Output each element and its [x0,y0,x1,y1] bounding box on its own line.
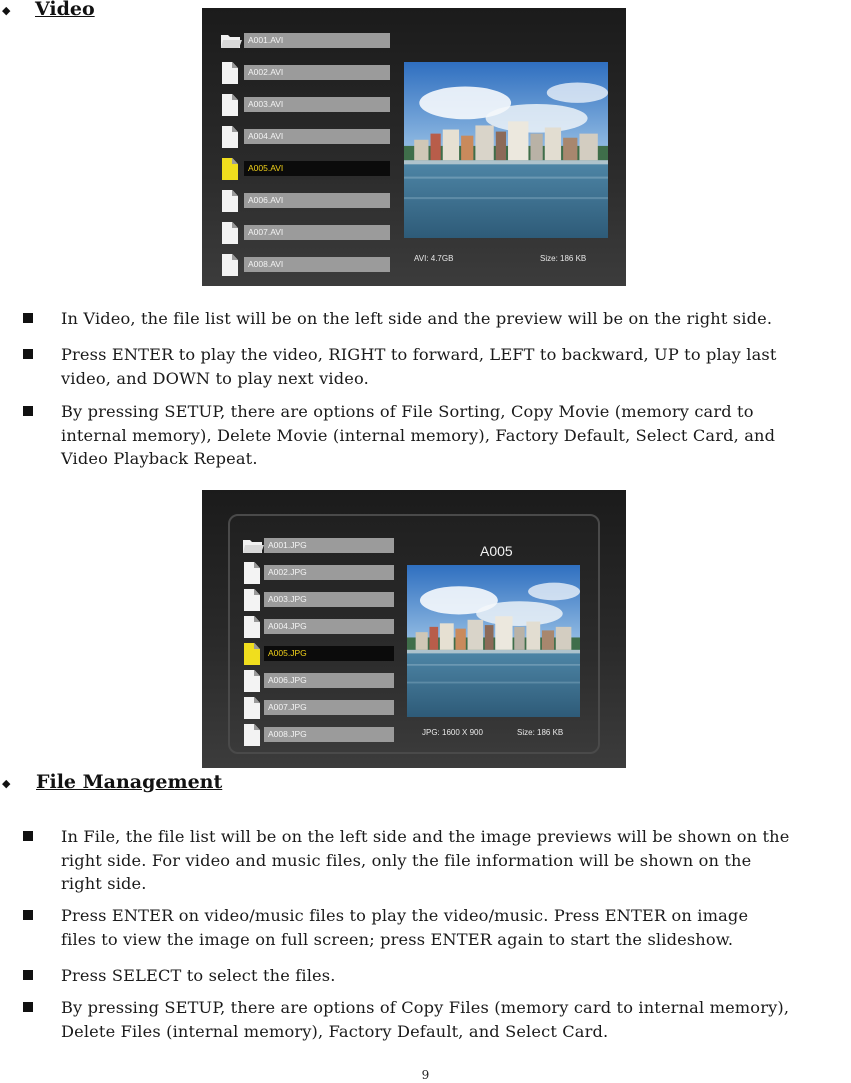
image-preview [404,62,608,238]
file-list-item[interactable] [220,94,390,116]
file-list-item[interactable] [242,616,394,638]
file-name: A005.JPG [264,646,394,661]
bullet-marker [23,406,33,416]
video-bullet-2 [61,343,777,390]
text-line: video, and DOWN to play next video. [61,368,369,388]
file-list-item[interactable] [242,535,394,557]
bullet-marker [23,349,33,359]
file-name: A001.JPG [264,538,394,553]
bullet-marker [23,313,33,323]
file-type-info: AVI: 4.7GB [414,254,454,263]
video-screenshot [202,8,626,286]
file-icon [244,562,260,584]
file-name: A007.JPG [264,700,394,715]
city-waterfront-photo [404,62,608,238]
file-bullet-3 [61,964,336,988]
file-list-item[interactable] [220,62,390,84]
file-bullet-1 [61,825,789,896]
text-line: Press SELECT to select the files. [61,966,336,985]
file-list-item[interactable] [220,158,390,180]
file-name: A004.JPG [264,619,394,634]
file-icon [244,697,260,719]
text-line: Video Playback Repeat. [61,449,258,468]
file-icon [222,254,238,276]
file-icon [222,222,238,244]
file-list-item[interactable] [220,30,390,52]
file-list-item[interactable] [242,589,394,611]
video-heading: Video [35,0,95,20]
file-icon [244,643,260,665]
file-management-heading-bullet: ◆ [2,777,11,790]
file-list-item[interactable] [220,222,390,244]
file-icon [222,158,238,180]
file-list-item[interactable] [220,254,390,276]
file-management-screenshot [202,490,626,768]
file-list-item[interactable] [242,643,394,665]
text-line: right side. [61,874,147,893]
file-name: A006.AVI [244,193,390,208]
preview-title: A005 [480,543,513,559]
text-line: Press ENTER to play the video, RIGHT to forward, LEFT to backward, UP to play last [61,345,777,364]
file-icon [244,589,260,611]
text-line: By pressing SETUP, there are options of File Sorting, Copy Movie (memory card to [61,402,754,421]
video-heading-bullet: ◆ [2,4,11,17]
bullet-marker [23,910,33,920]
file-name: A002.AVI [244,65,390,80]
file-name: A008.AVI [244,257,390,272]
file-name: A008.JPG [264,727,394,742]
city-waterfront-photo [407,565,580,717]
folder-icon [220,32,242,49]
bullet-marker [23,831,33,841]
file-icon [222,126,238,148]
text-line: In File, the file list will be on the left side and the image previews will be shown on the [61,827,790,846]
file-list-item[interactable] [242,697,394,719]
bullet-marker [23,970,33,980]
page-number: 9 [421,1068,430,1082]
file-management-heading: File Management [36,771,223,793]
file-name: A003.AVI [244,97,390,112]
file-name: A007.AVI [244,225,390,240]
file-name: A004.AVI [244,129,390,144]
file-list-item[interactable] [242,562,394,584]
file-name: A001.AVI [244,33,390,48]
bullet-marker [23,1002,33,1012]
file-list-item[interactable] [220,190,390,212]
file-name: A006.JPG [264,673,394,688]
text-line: internal memory), Delete Movie (internal memory), Factory Default, Select Card, and [61,425,776,445]
folder-icon [242,537,264,554]
file-icon [244,724,260,746]
file-list-item[interactable] [242,724,394,746]
text-line: In Video, the file list will be on the left side and the preview will be on the right side. [61,309,773,328]
file-size-info: Size: 186 KB [517,728,564,737]
text-line: Press ENTER on video/music files to play the video/music. Press ENTER on image [61,906,749,925]
file-icon [222,190,238,212]
video-bullet-1 [61,307,772,331]
file-name: A005.AVI [244,161,390,176]
file-bullet-4 [61,996,789,1043]
text-line: files to view the image on full screen; press ENTER again to start the slideshow. [61,929,734,949]
file-icon [244,670,260,692]
file-name: A003.JPG [264,592,394,607]
text-line: By pressing SETUP, there are options of Copy Files (memory card to internal memory), [61,998,790,1017]
file-list-item[interactable] [220,126,390,148]
image-preview [407,565,580,717]
file-icon [244,616,260,638]
file-list-item[interactable] [242,670,394,692]
text-line: Delete Files (internal memory), Factory Default, and Select Card. [61,1021,609,1041]
file-name: A002.JPG [264,565,394,580]
file-icon [222,94,238,116]
file-type-info: JPG: 1600 X 900 [422,728,483,737]
file-size-info: Size: 186 KB [540,254,587,263]
file-bullet-2 [61,904,748,951]
video-bullet-3 [61,400,775,471]
file-icon [222,62,238,84]
text-line: right side. For video and music files, only the file information will be shown on the [61,850,752,870]
